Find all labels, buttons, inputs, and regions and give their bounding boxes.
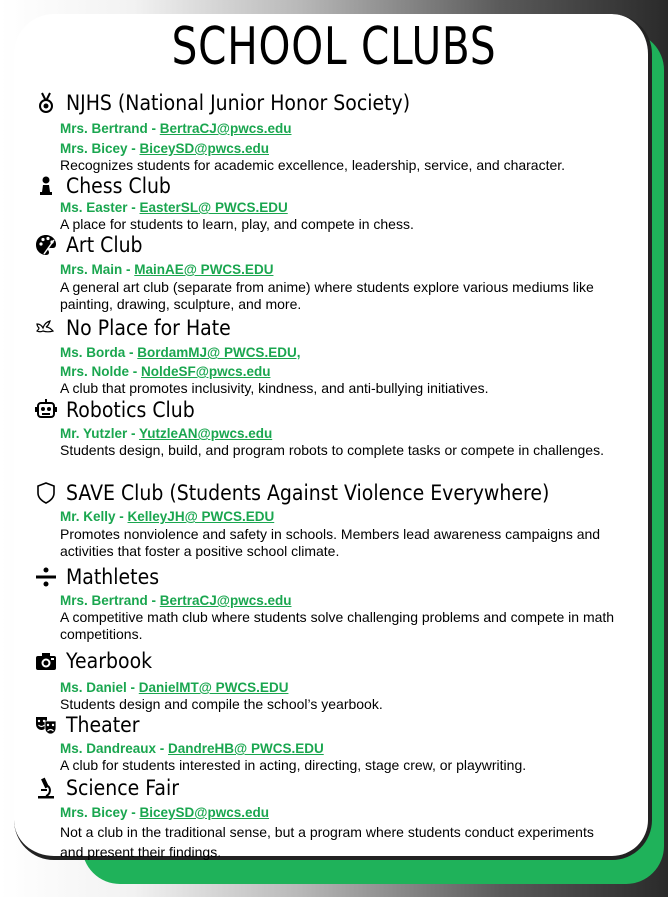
club-name: No Place for Hate	[66, 316, 231, 340]
email-link[interactable]: BiceySD@pwcs.edu	[139, 141, 269, 156]
club-description: A club for students interested in acting, directing, stage crew, or playwriting.	[60, 757, 527, 773]
teacher-name: Mrs. Bicey -	[60, 805, 140, 820]
shield-icon	[34, 481, 58, 505]
teacher-name: Mrs. Bicey -	[60, 141, 140, 156]
teacher-name: Ms. Dandreaux -	[60, 741, 169, 756]
club-contact	[60, 680, 634, 696]
club-contact	[60, 200, 634, 216]
club-heading	[34, 774, 634, 802]
club-contact	[60, 364, 634, 380]
club-contact	[60, 805, 634, 821]
email-link[interactable]: DanielMT@ PWCS.EDU	[138, 680, 289, 695]
club-heading	[34, 479, 634, 507]
club-description: A general art club (separate from anime) where students explore various mediums like painting, drawing, sculpture, and more.	[60, 279, 594, 312]
club-name: Yearbook	[66, 649, 153, 673]
club-contact	[60, 593, 634, 609]
club-contact	[60, 141, 634, 157]
medal-icon	[34, 91, 58, 115]
club-save	[34, 479, 634, 559]
club-mathletes	[34, 563, 634, 642]
club-contact	[60, 426, 634, 442]
club-heading	[34, 563, 634, 591]
peace-dove-icon	[34, 316, 58, 340]
club-heading	[34, 647, 634, 675]
palette-icon	[34, 233, 58, 257]
teacher-name: Mrs. Main -	[60, 262, 135, 277]
club-heading	[34, 231, 634, 259]
club-name: NJHS (National Junior Honor Society)	[66, 91, 411, 115]
theater-masks-icon	[34, 713, 58, 737]
robot-icon	[34, 398, 58, 422]
teacher-name: Ms. Easter -	[60, 200, 140, 215]
microscope-icon	[34, 776, 58, 800]
club-description: Promotes nonviolence and safety in schools. Members lead awareness campaigns and activities that foster a positive school climate.	[60, 526, 601, 559]
email-link[interactable]: BertraCJ@pwcs.edu	[159, 121, 292, 136]
club-heading	[34, 172, 634, 200]
chess-pawn-icon	[34, 174, 58, 198]
club-heading	[34, 314, 634, 342]
club-heading	[34, 89, 634, 117]
club-yearbook	[34, 647, 634, 713]
club-heading	[34, 396, 634, 424]
email-link[interactable]: KelleyJH@ PWCS.EDU	[127, 509, 275, 524]
club-contact	[60, 121, 634, 137]
teacher-name: Mr. Yutzler -	[60, 426, 140, 441]
club-description: Not a club in the traditional sense, but a program where students conduct experiments and present their findings.	[60, 824, 594, 860]
club-description: A club that promotes inclusivity, kindness, and anti-bullying initiatives.	[60, 380, 489, 396]
club-name: Chess Club	[66, 174, 171, 198]
club-description: Students design, build, and program robots to complete tasks or compete in challenges.	[60, 442, 604, 458]
club-contact	[60, 741, 634, 757]
teacher-name: Ms. Borda -	[60, 345, 138, 360]
teacher-name: Mrs. Nolde -	[60, 364, 142, 379]
email-link[interactable]: NoldeSF@pwcs.edu	[141, 364, 271, 379]
email-link[interactable]: BiceySD@pwcs.edu	[139, 805, 269, 820]
club-art	[34, 231, 634, 312]
club-njhs	[34, 89, 634, 174]
club-contact	[60, 262, 634, 278]
club-name: Science Fair	[66, 776, 180, 800]
club-chess	[34, 172, 634, 233]
club-contact	[60, 509, 634, 525]
club-description: A competitive math club where students solve challenging problems and compete in math competitions.	[60, 609, 615, 642]
club-contact	[60, 345, 634, 361]
division-icon	[34, 565, 58, 589]
club-heading	[34, 711, 634, 739]
club-name: Robotics Club	[66, 398, 195, 422]
teacher-name: Mrs. Bertrand -	[60, 593, 160, 608]
page-title: SCHOOL CLUBS	[171, 17, 497, 77]
teacher-name: Ms. Daniel -	[60, 680, 139, 695]
email-link[interactable]: YutzleAN@pwcs.edu	[139, 426, 273, 441]
email-link[interactable]: DandreHB@ PWCS.EDU	[168, 741, 324, 756]
teacher-name: Mrs. Bertrand -	[60, 121, 160, 136]
club-robotics	[34, 396, 634, 459]
email-link[interactable]: BordamMJ@ PWCS.EDU,	[137, 345, 301, 360]
club-no-place-for-hate	[34, 314, 634, 397]
email-link[interactable]: EasterSL@ PWCS.EDU	[139, 200, 288, 215]
club-name: Theater	[66, 713, 140, 737]
club-theater	[34, 711, 634, 774]
club-name: Art Club	[66, 233, 143, 257]
club-description: Recognizes students for academic excellence, leadership, service, and character.	[60, 157, 566, 173]
club-name: SAVE Club (Students Against Violence Everywhere)	[66, 481, 550, 505]
email-link[interactable]: MainAE@ PWCS.EDU	[134, 262, 274, 277]
teacher-name: Mr. Kelly -	[60, 509, 128, 524]
club-description: A place for students to learn, play, and compete in chess.	[60, 216, 414, 232]
club-science-fair	[34, 774, 634, 862]
club-name: Mathletes	[66, 565, 160, 589]
camera-icon	[34, 649, 58, 673]
email-link[interactable]: BertraCJ@pwcs.edu	[159, 593, 292, 608]
club-description: Students design and compile the school’s yearbook.	[60, 696, 383, 712]
